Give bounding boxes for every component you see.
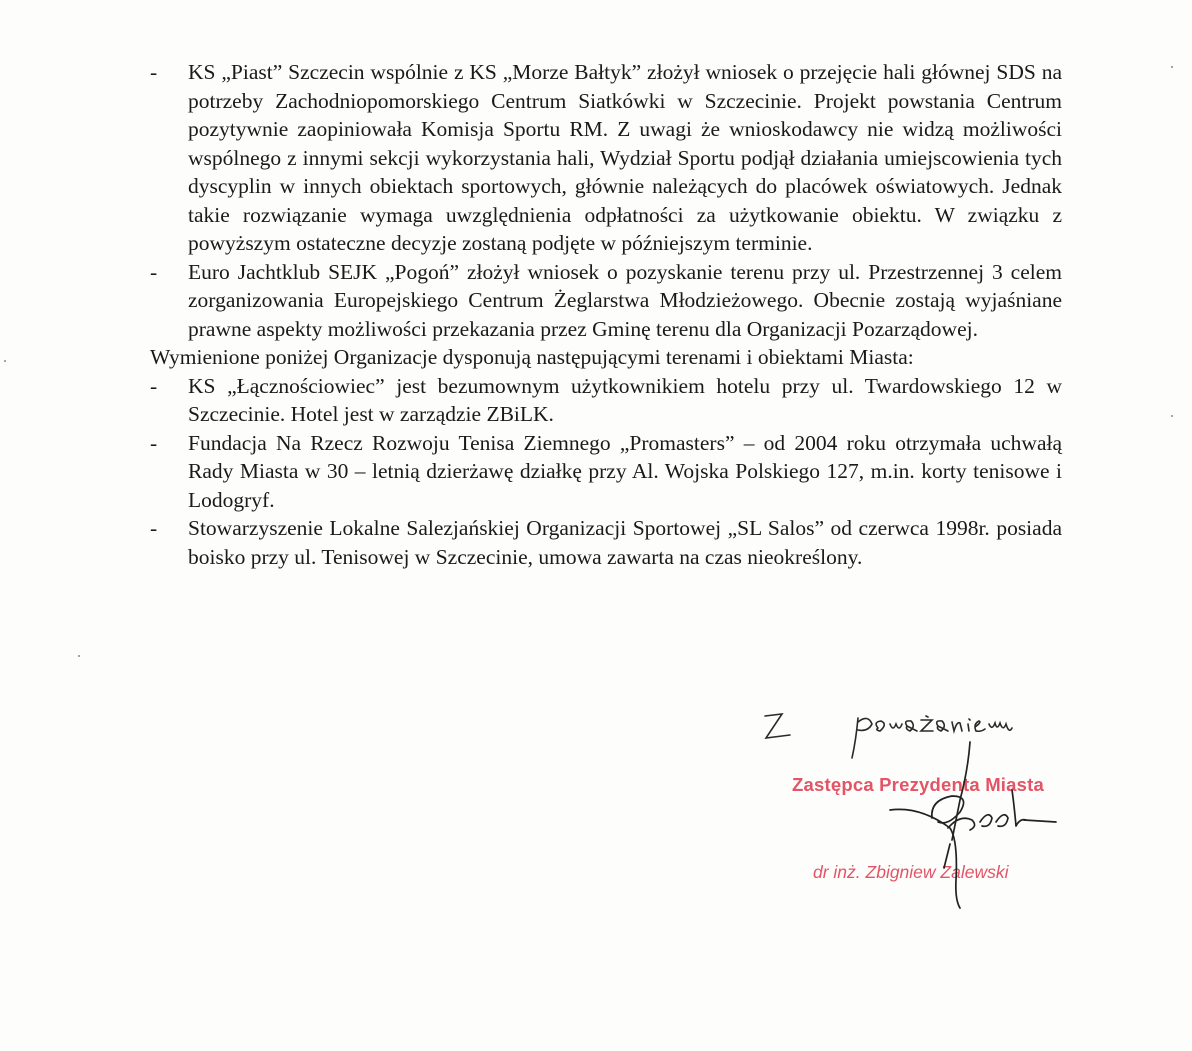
stamp-name: dr inż. Zbigniew Zalewski [813, 862, 1009, 882]
list-item-text: KS „Piast” Szczecin wspólnie z KS „Morze Bałtyk” złożył wniosek o przejęcie hali głównej SDS na potrzeby Zachodniopomorskiego Centrum Siatkówki w Szczecinie. Projekt powstania Centrum pozytywnie zaopiniowała Komisja Sportu RM. Z uwagi że wnioskodawcy nie widzą możliwości wspólnego z innymi sekcji wykorzystania hali, Wydział Sportu podjął działania umiejscowienia tych dyscyplin w innych obiektach sportowych, głównie należących do placówek oświatowych. Jednak takie rozwiązanie wymaga uwzględnienia odpłatności za użytkowanie obiektu. W związku z powyższym ostateczne decyzje zostaną podjęte w późniejszym terminie. [188, 60, 1062, 255]
letter-body [150, 58, 1062, 571]
bullet-dash: - [150, 430, 158, 455]
handwritten-signature [820, 740, 1080, 910]
list-item-text: KS „Łącznościowiec” jest bezumownym użytkownikiem hotelu przy ul. Twardowskiego 12 w Szczecinie. Hotel jest w zarządzie ZBiLK. [188, 373, 1062, 426]
scan-speck [78, 655, 80, 657]
scan-speck [1171, 66, 1173, 68]
list-item-text: Euro Jachtklub SEJK „Pogoń” złożył wniosek o pozyskanie terenu przy ul. Przestrzennej 3 celem zorganizowania Europejskiego Centrum Żeglarstwa Młodzieżowego. Obecnie zostają wyjaśniane prawne aspekty możliwości przekazania przez Gminę terenu dla Organizacji Pozarządowej. [188, 259, 1062, 341]
bullet-dash: - [150, 60, 158, 84]
bullet-dash: - [150, 516, 158, 540]
list-item [150, 372, 1062, 429]
list-item [150, 58, 1062, 258]
list-item [150, 429, 1062, 515]
intro-paragraph: Wymienione poniżej Organizacje dysponują następującymi terenami i obiektami Miasta: [150, 345, 914, 369]
stamp-title: Zastępca Prezydenta Miasta [792, 774, 1044, 795]
list-item [150, 258, 1062, 344]
scan-speck [4, 360, 6, 362]
bullet-dash: - [150, 373, 158, 398]
list-item [150, 514, 1062, 571]
bullet-dash: - [150, 259, 158, 284]
list-item-text: Stowarzyszenie Lokalne Salezjańskiej Organizacji Sportowej „SL Salos” od czerwca 1998r. posiada boisko przy ul. Tenisowej w Szczecinie, umowa zawarta na czas nieokreślony. [188, 516, 1062, 569]
list-item-text: Fundacja Na Rzecz Rozwoju Tenisa Ziemnego „Promasters” – od 2004 roku otrzymała uchwałą Rady Miasta w 30 – letnią dzierżawę działkę przy Al. Wojska Polskiego 127, m.in. korty tenisowe i Lodogryf. [188, 430, 1062, 512]
scan-speck [1171, 415, 1173, 417]
